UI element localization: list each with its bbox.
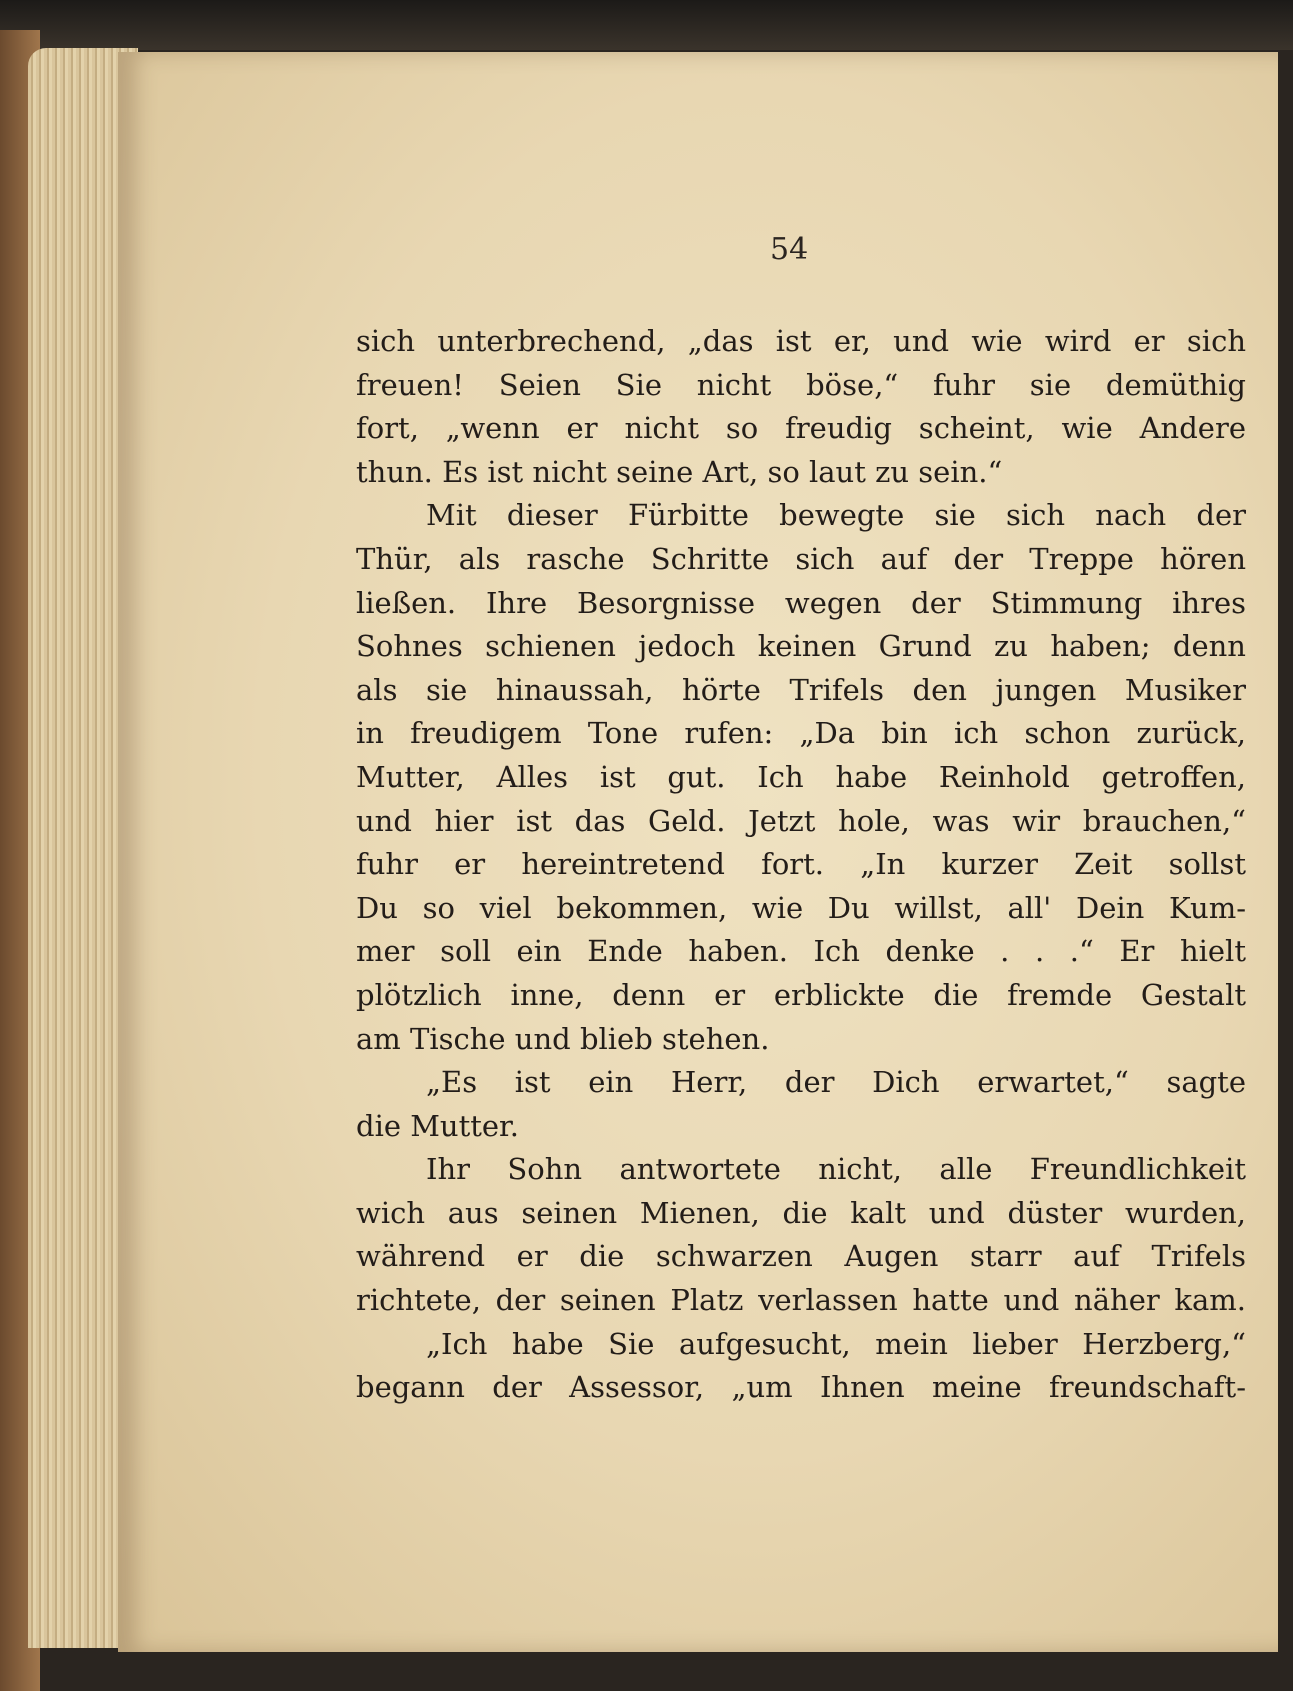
text-line: mer soll ein Ende haben. Ich denke . . .“ Er hielt [356,934,1246,969]
text-line: Mutter, Alles ist gut. Ich habe Reinhold getroffen, [356,759,1246,794]
text-line: und hier ist das Geld. Jetzt hole, was wir brauchen,“ [356,803,1246,838]
text-line: fuhr er hereintretend fort. „In kurzer Zeit sollst [356,847,1246,882]
body-text [356,320,1246,1410]
text-line: Du so viel bekommen, wie Du willst, all' Dein Kum- [356,890,1246,925]
text-line: ließen. Ihre Besorgnisse wegen der Stimmung ihres [356,585,1246,620]
text-line: sich unterbrechend, „das ist er, und wie wird er sich [356,324,1246,358]
text-line: Ihr Sohn antwortete nicht, alle Freundlichkeit [426,1152,1246,1187]
text-line: thun. Es ist nicht seine Art, so laut zu sein.“ [356,454,1003,489]
text-line: „Es ist ein Herr, der Dich erwartet,“ sagte [426,1065,1246,1100]
text-line: als sie hinaussah, hörte Trifels den jungen Musiker [356,672,1246,707]
book-top-edge [0,0,1293,50]
text-line: wich aus seinen Mienen, die kalt und düster wurden, [356,1195,1246,1230]
text-line: „Ich habe Sie aufgesucht, mein lieber Herzberg,“ [426,1326,1246,1361]
text-line: richtete, der seinen Platz verlassen hatte und näher kam. [356,1283,1246,1318]
text-line: in freudigem Tone rufen: „Da bin ich schon zurück, [356,716,1246,751]
text-line: Sohnes schienen jedoch keinen Grund zu haben; denn [356,629,1246,664]
text-line: begann der Assessor, „um Ihnen meine freundschaft- [356,1370,1246,1405]
text-line: Mit dieser Fürbitte bewegte sie sich nach der [426,498,1246,533]
text-line: während er die schwarzen Augen starr auf Trifels [356,1239,1246,1274]
page-number: 54 [770,232,809,267]
text-line: am Tische und blieb stehen. [356,1021,770,1056]
text-line: die Mutter. [356,1108,519,1143]
text-line: Thür, als rasche Schritte sich auf der Treppe hören [356,541,1246,576]
text-line: freuen! Seien Sie nicht böse,“ fuhr sie demüthig [356,367,1246,402]
text-line: fort, „wenn er nicht so freudig scheint, wie Andere [356,411,1246,446]
text-line: plötzlich inne, denn er erblickte die fremde Gestalt [356,977,1246,1012]
